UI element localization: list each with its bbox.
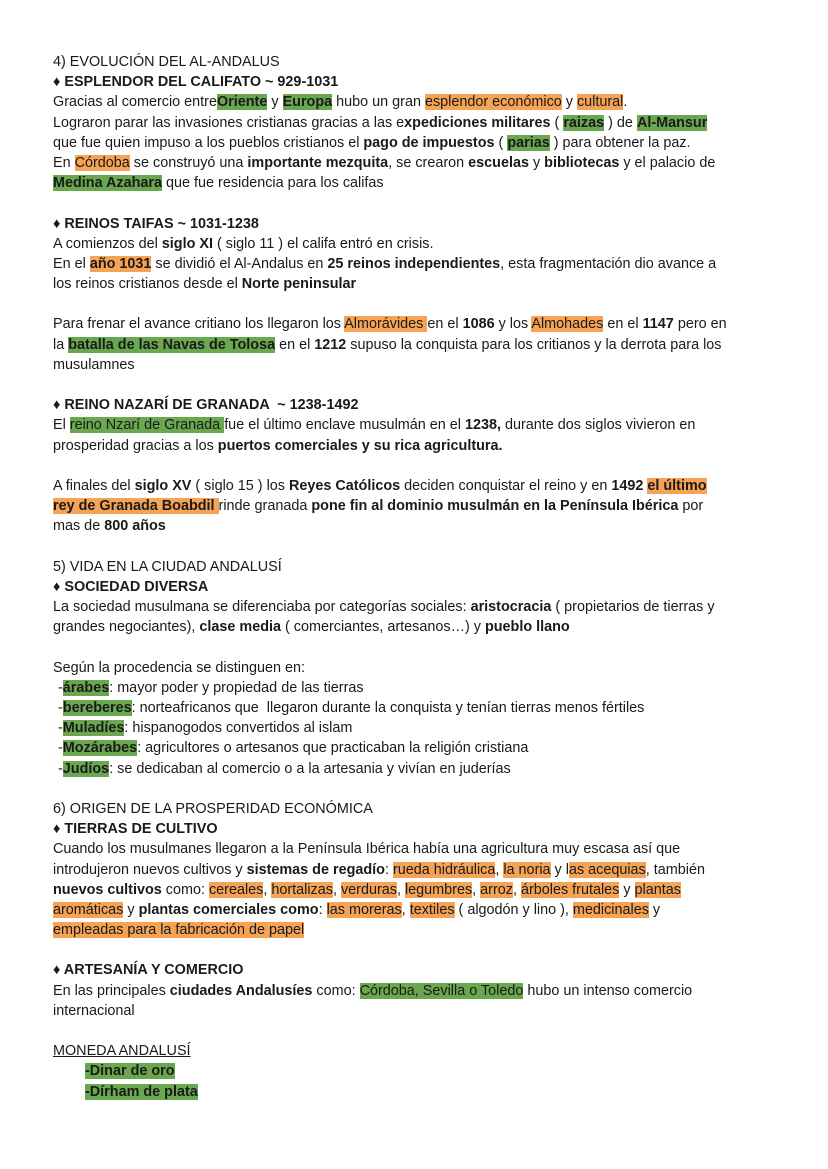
orange-highlight-text: aromáticas	[53, 901, 124, 918]
bold-text: importante mezquita	[247, 154, 389, 171]
bold-text: siglo XV	[134, 477, 192, 494]
orange-highlight-text: Almohades	[531, 316, 604, 333]
green-highlight-text: Medina Azahara	[53, 175, 163, 192]
text-run: deciden conquistar el reino y en	[400, 477, 612, 494]
text-run: En las principales	[53, 982, 170, 999]
text-run: En	[53, 154, 75, 171]
blank-line	[53, 294, 793, 314]
bold-text: ciudades Andalusíes	[169, 982, 313, 999]
text-run: ,	[512, 881, 521, 898]
bold-text: nuevos cultivos	[53, 881, 162, 898]
text-run: : agricultores o artesanos que practicaban la religión cristiana	[137, 740, 529, 757]
orange-highlight-text: rueda hidráulica	[392, 861, 496, 878]
blank-line	[53, 940, 793, 960]
orange-highlight-text: año 1031	[89, 255, 152, 272]
text-line	[53, 1041, 793, 1061]
bold-text: ♦ REINO NAZARÍ DE GRANADA ~ 1238-1492	[53, 397, 359, 414]
bold-text: 1212	[314, 336, 347, 353]
green-highlight-text: Europa	[282, 94, 333, 111]
text-run: Cuando los musulmanes llegaron a la Península Ibérica había una agricultura muy escasa así que	[53, 841, 681, 858]
text-run: y	[528, 154, 545, 171]
text-run: supuso la conquista para los critianos y la derrota para los	[346, 336, 722, 353]
text-run: Para frenar el avance critiano los llegaron los	[53, 316, 345, 333]
text-run: La sociedad musulmana se diferenciaba por categorías sociales:	[53, 599, 471, 616]
text-run: se construyó una	[129, 154, 248, 171]
text-run: -	[58, 760, 63, 777]
text-run: : mayor poder y propiedad de las tierras	[109, 679, 364, 696]
text-line	[53, 72, 793, 92]
text-line	[53, 577, 793, 597]
text-line	[53, 234, 793, 254]
text-run: Según la procedencia se distinguen en:	[53, 659, 306, 676]
bold-text: sistemas de regadío	[246, 861, 385, 878]
text-line	[53, 860, 793, 880]
text-run: la	[53, 336, 69, 353]
text-run: (	[494, 134, 508, 151]
text-line	[53, 476, 793, 496]
text-line	[53, 799, 793, 819]
text-run: y el palacio de	[619, 154, 716, 171]
bold-text: Norte peninsular	[241, 276, 357, 293]
orange-highlight-text: cereales	[208, 881, 264, 898]
text-run: ,	[401, 901, 410, 918]
text-line	[53, 516, 793, 536]
text-run: como:	[161, 881, 209, 898]
text-line	[53, 1061, 793, 1081]
bold-text: escuelas	[468, 154, 529, 171]
text-line	[53, 597, 793, 617]
text-line	[53, 436, 793, 456]
text-run: -	[58, 700, 63, 716]
text-run: ( algodón y lino ),	[454, 901, 573, 918]
text-run: mas de	[53, 518, 105, 535]
bold-text: bibliotecas	[544, 154, 620, 171]
text-run: los reinos cristianos desde el	[53, 276, 242, 293]
text-run: musulamnes	[53, 356, 135, 373]
text-run: en el	[603, 316, 643, 333]
green-highlight-text: Córdoba, Sevilla o Toledo	[359, 982, 524, 999]
text-run: -	[58, 720, 63, 737]
text-run: A finales del	[53, 477, 135, 494]
blank-line	[53, 456, 793, 476]
text-run: ) de	[604, 114, 637, 131]
text-run: (	[550, 114, 564, 131]
text-run: ( comerciantes, artesanos…) y	[281, 619, 485, 636]
green-highlight-text: reino Nzarí de Granada	[69, 417, 225, 434]
text-run: introdujeron nuevos cultivos y	[53, 861, 247, 878]
bold-text: 800 años	[104, 518, 166, 535]
text-run: y	[267, 94, 283, 111]
text-run: 6) ORIGEN DE LA PROSPERIDAD ECONÓMICA	[53, 800, 373, 817]
text-line	[53, 1082, 793, 1102]
bold-text: pueblo llano	[484, 619, 570, 636]
text-run: : norteafricanos que llegaron durante la conquista y tenían tierras menos fértiles	[131, 700, 645, 716]
text-run: hubo un gran	[332, 94, 425, 111]
text-line	[53, 335, 793, 355]
text-run: y	[561, 94, 577, 111]
text-run: y l	[550, 861, 569, 878]
bold-text: ♦ SOCIEDAD DIVERSA	[53, 578, 209, 595]
green-highlight-text: Al-Mansur	[636, 114, 708, 131]
text-line	[53, 960, 793, 980]
text-run: en el	[275, 336, 315, 353]
text-run: En el	[53, 255, 90, 272]
text-run: ,	[332, 881, 341, 898]
bold-text: Reyes Católicos	[288, 477, 401, 494]
green-highlight-text: Oriente	[216, 94, 268, 111]
green-highlight-text: raizas	[563, 114, 605, 131]
text-line	[53, 617, 793, 637]
blank-line	[53, 375, 793, 395]
text-run: ( siglo 11 ) el califa entró en crisis.	[212, 235, 434, 252]
bold-text: ♦ REINOS TAIFAS ~ 1031-1238	[53, 215, 259, 232]
bold-text: ♦ ARTESANÍA Y COMERCIO	[53, 962, 244, 979]
bold-text: puertos comerciales y su rica agricultura.	[217, 437, 503, 454]
orange-highlight-text: cultural	[576, 94, 624, 111]
text-run: grandes negociantes),	[53, 619, 200, 636]
text-line	[53, 718, 793, 738]
text-run: :	[318, 901, 327, 918]
orange-highlight-text: esplendor económico	[424, 94, 562, 111]
orange-highlight-text: verduras	[340, 881, 397, 898]
bold-text: 1086	[462, 316, 495, 333]
green-highlight-text: Muladíes	[62, 720, 125, 737]
text-line	[53, 133, 793, 153]
green-highlight-text: árabes	[62, 679, 110, 696]
text-run: -	[58, 740, 63, 757]
orange-highlight-text: as acequias	[568, 861, 646, 878]
orange-highlight-text: rey de Granada Boabdil	[53, 498, 219, 515]
bold-text: 1147	[642, 316, 674, 333]
bold-text: ♦ TIERRAS DE CULTIVO	[53, 821, 218, 838]
blank-line	[53, 193, 793, 213]
text-run: ( siglo 15 ) los	[191, 477, 289, 494]
orange-highlight-text: el último	[647, 477, 707, 494]
bold-text: ♦ ESPLENDOR DEL CALIFATO ~ 929-1031	[53, 74, 339, 91]
text-run: ( propietarios de tierras y	[551, 599, 715, 616]
text-run: internacional	[53, 1002, 135, 1019]
text-run: :	[384, 861, 393, 878]
text-line	[53, 678, 793, 698]
text-line	[53, 173, 793, 193]
text-run: ,	[495, 861, 504, 878]
bold-text: plantas comerciales como	[138, 901, 319, 918]
orange-highlight-text: arroz	[480, 881, 513, 898]
text-line	[53, 355, 793, 375]
text-run: que fue residencia para los califas	[162, 175, 384, 192]
orange-highlight-text: empleadas para la fabricación de papel	[53, 922, 305, 939]
text-line	[53, 658, 793, 678]
text-run: ,	[263, 881, 272, 898]
orange-highlight-text: Almorávides	[344, 316, 428, 333]
green-highlight-text: Mozárabes	[62, 740, 138, 757]
text-line	[53, 274, 793, 294]
orange-highlight-text: medicinales	[572, 901, 649, 918]
text-run: , se crearon	[388, 154, 469, 171]
orange-highlight-text: hortalizas	[271, 881, 333, 898]
text-run: ,	[472, 881, 481, 898]
text-run: .	[623, 94, 628, 111]
text-line	[53, 920, 793, 940]
text-line	[53, 839, 793, 859]
text-line	[53, 52, 793, 72]
text-run: , también	[645, 861, 705, 878]
text-line	[53, 698, 793, 718]
text-line	[53, 880, 793, 900]
text-line	[53, 900, 793, 920]
orange-highlight-text: las moreras	[326, 901, 402, 918]
green-highlight-text: parias	[507, 134, 550, 151]
document-page	[53, 52, 793, 1102]
text-run: ) para obtener la paz.	[549, 134, 691, 151]
text-run: MONEDA ANDALUSÍ	[53, 1043, 191, 1060]
blank-line	[53, 637, 793, 657]
text-run: : hispanogodos convertidos al islam	[124, 720, 353, 737]
text-run: 5) VIDA EN LA CIUDAD ANDALUSÍ	[53, 558, 282, 575]
text-line	[53, 1001, 793, 1021]
blank-line	[53, 1021, 793, 1041]
text-run: ,	[396, 881, 405, 898]
bold-text: pone fin al dominio musulmán en la Península Ibérica	[311, 498, 679, 515]
text-run: Gracias al comercio entre	[53, 94, 217, 111]
green-highlight-text: bereberes	[62, 700, 132, 716]
text-line	[53, 254, 793, 274]
text-line	[53, 759, 793, 779]
text-run: A comienzos del	[53, 235, 162, 252]
text-line	[53, 415, 793, 435]
text-line	[53, 113, 793, 133]
orange-highlight-text: plantas	[634, 881, 681, 898]
text-run: y	[619, 881, 635, 898]
text-run: hubo un intenso comercio	[523, 982, 693, 999]
orange-highlight-text: legumbres	[404, 881, 473, 898]
text-run: El	[53, 417, 70, 434]
blank-line	[53, 537, 793, 557]
text-run: fue el último enclave musulmán en el	[224, 417, 465, 434]
text-run: 4) EVOLUCIÓN DEL AL-ANDALUS	[53, 54, 280, 70]
blank-line	[53, 779, 793, 799]
bold-text: 1238,	[464, 417, 501, 434]
text-run: -	[58, 679, 63, 696]
text-run: en el	[427, 316, 463, 333]
bold-text: siglo XI	[161, 235, 213, 252]
green-highlight-text: -Dinar de oro	[85, 1063, 175, 1080]
text-run: se dividió el Al-Andalus en	[151, 255, 328, 272]
bold-text: clase media	[199, 619, 282, 636]
bold-text: aristocracia	[470, 599, 552, 616]
text-line	[53, 214, 793, 234]
text-line	[53, 819, 793, 839]
orange-highlight-text: Córdoba	[74, 154, 130, 171]
orange-highlight-text: árboles frutales	[520, 881, 620, 898]
text-run: pero en	[673, 316, 727, 333]
text-line	[53, 395, 793, 415]
green-highlight-text: -Dírham de plata	[85, 1083, 198, 1100]
green-highlight-text: batalla de las Navas de Tolosa	[68, 336, 276, 353]
text-run: Lograron parar las invasiones cristianas gracias a las e	[53, 114, 405, 131]
text-line	[53, 981, 793, 1001]
text-run: prosperidad gracias a los	[53, 437, 218, 454]
text-line	[53, 738, 793, 758]
text-run: : se dedicaban al comercio o a la artesania y vivían en juderías	[109, 760, 511, 777]
green-highlight-text: Judíos	[62, 760, 110, 777]
orange-highlight-text: textiles	[409, 901, 455, 918]
bold-text: 25 reinos independientes	[327, 255, 501, 272]
text-run: como:	[312, 982, 360, 999]
bold-text: 1492	[611, 477, 644, 494]
text-line	[53, 496, 793, 516]
orange-highlight-text: la noria	[503, 861, 551, 878]
bold-text: xpediciones militares	[404, 114, 551, 131]
text-line	[53, 557, 793, 577]
text-run: durante dos siglos vivieron en	[500, 417, 696, 434]
text-line	[53, 92, 793, 112]
text-run: rinde granada	[218, 498, 312, 515]
text-run: y	[648, 901, 661, 918]
text-run: que fue quien impuso a los pueblos cristianos el	[53, 134, 364, 151]
text-run: , esta fragmentación dio avance a	[500, 255, 717, 272]
text-run: por	[678, 498, 704, 515]
text-run: y los	[494, 316, 532, 333]
text-line	[53, 153, 793, 173]
bold-text: pago de impuestos	[363, 134, 495, 151]
text-run: y	[123, 901, 139, 918]
text-line	[53, 314, 793, 334]
